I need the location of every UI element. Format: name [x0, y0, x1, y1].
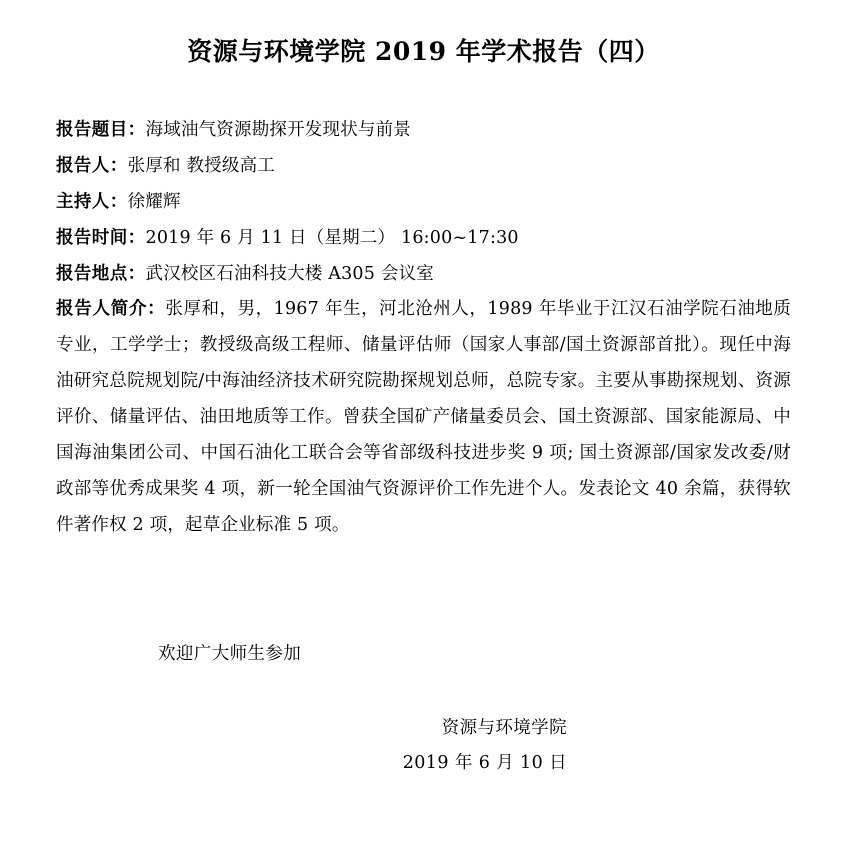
field-label-time: 报告时间： — [56, 227, 146, 248]
field-value-speaker-bio: 张厚和，男，1967 年生，河北沧州人，1989 年毕业于江汉石油学院石油地质专业，工学学士；教授级高级工程师、储量评估师（国家人事部/国土资源部首批）。现任中海油研究总院规划院/中海油经济技术研究院勘探规划总师，总院专家。主要从事勘探规划、资源评价、储量评估、油田地质等工作。曾获全国矿产储量委员会、国土资源部、国家能源局、中国海油集团公司、中国石油化工联合会等省部级科技进步奖 9 项; 国土资源部/国家发改委/财政部等优秀成果奖 4 项，新一轮全国油气资源评价工作先进个人。发表论文 40 余篇，获得软件著作权 2 项，起草企业标准 5 项。 — [56, 299, 791, 535]
welcome-note: 欢迎广大师生参加 — [158, 643, 302, 664]
signature-date: 2019 年 6 月 10 日 — [402, 752, 567, 773]
field-value-time: 2019 年 6 月 11 日（星期二） 16:00~17:30 — [145, 227, 519, 248]
page-title: 资源与环境学院 2019 年学术报告（四） — [187, 37, 660, 66]
field-value-report-topic: 海域油气资源勘探开发现状与前景 — [145, 120, 411, 140]
field-speaker — [56, 149, 791, 185]
field-location — [56, 257, 791, 293]
field-label-host: 主持人： — [56, 191, 128, 212]
document-page — [0, 34, 847, 861]
signature-block — [56, 711, 791, 781]
document-body — [0, 113, 847, 781]
field-label-speaker-bio: 报告人简介： — [56, 299, 166, 320]
field-report-topic — [56, 113, 791, 149]
speaker-bio — [56, 292, 791, 543]
field-label-report-topic: 报告题目： — [56, 120, 146, 140]
field-time — [56, 221, 791, 257]
field-value-location: 武汉校区石油科技大楼 A305 会议室 — [145, 263, 434, 284]
field-label-location: 报告地点： — [56, 263, 146, 284]
field-value-host: 徐耀辉 — [127, 191, 181, 212]
field-label-speaker: 报告人： — [56, 155, 128, 176]
field-host — [56, 185, 791, 221]
field-value-speaker: 张厚和 教授级高工 — [127, 155, 275, 176]
signature-organization: 资源与环境学院 — [441, 717, 567, 738]
